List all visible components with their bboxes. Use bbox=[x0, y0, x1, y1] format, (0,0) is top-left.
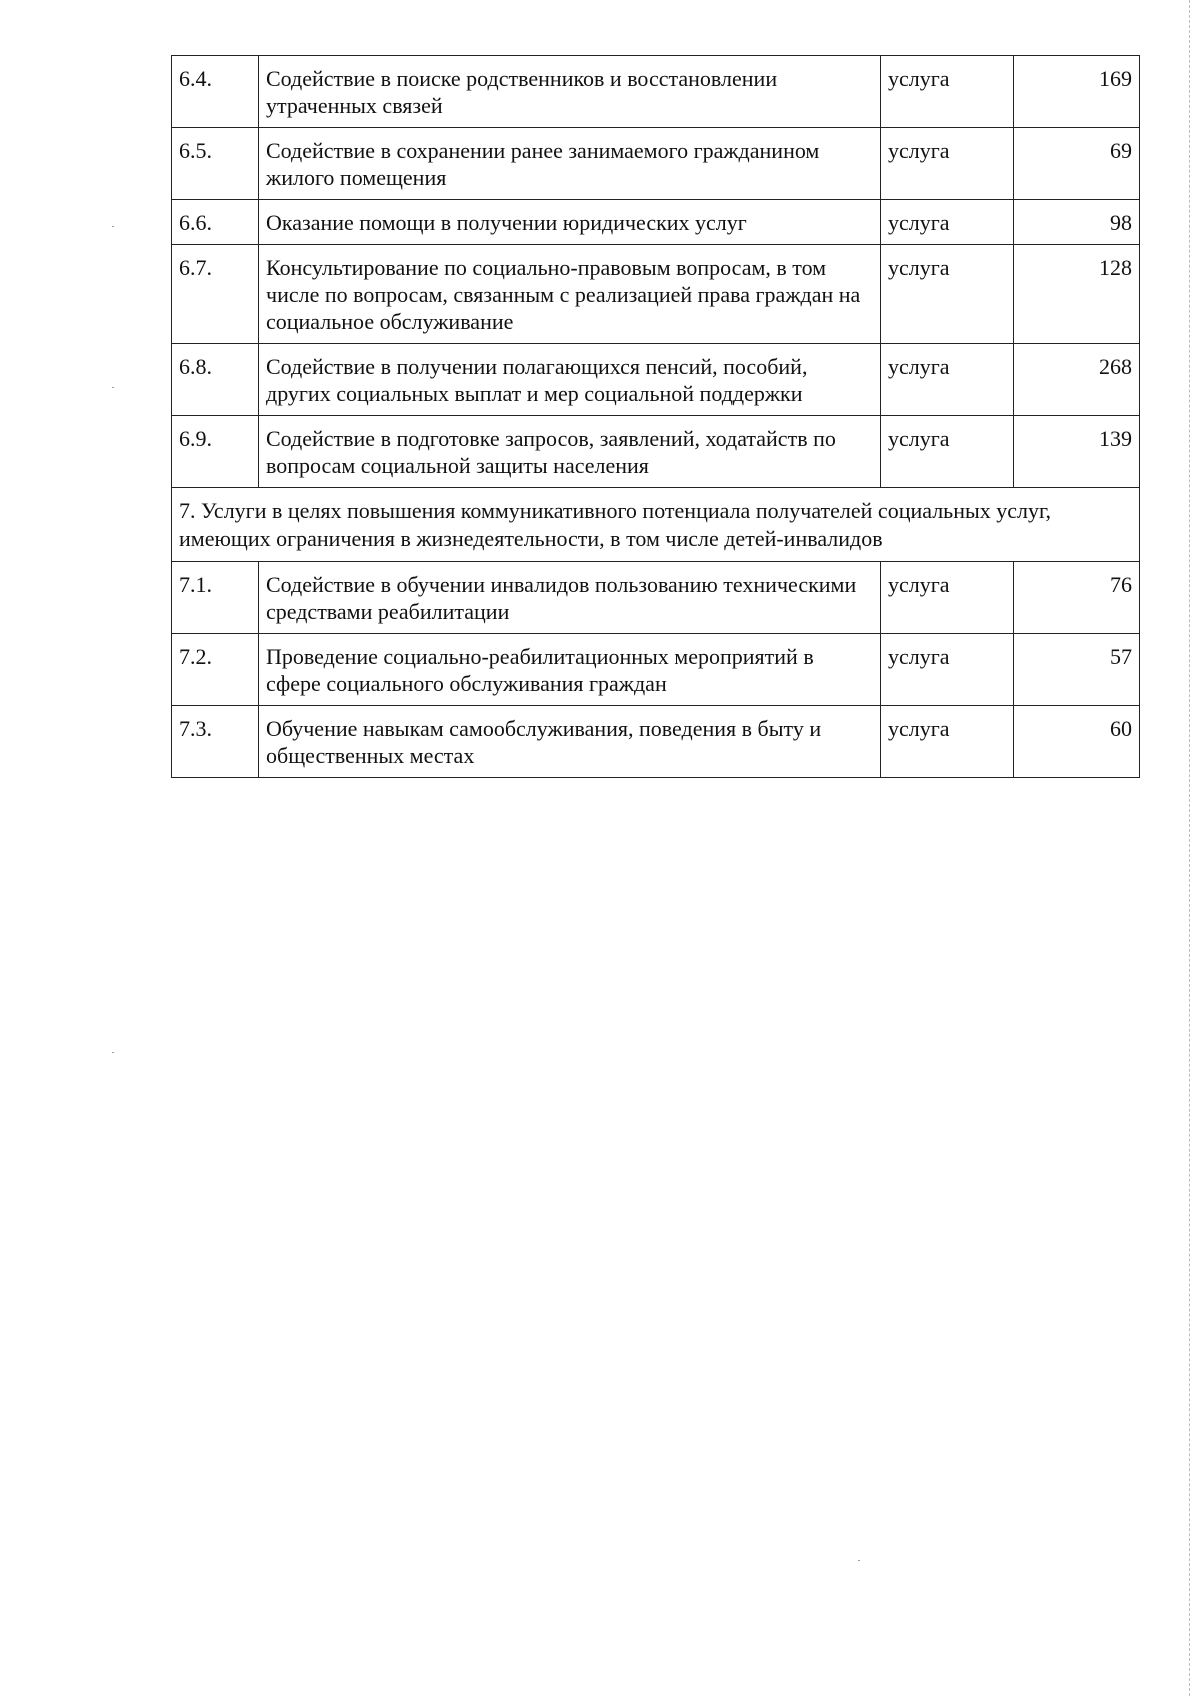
services-table bbox=[171, 55, 1140, 778]
row-number: 6.6. bbox=[172, 200, 259, 245]
service-name: Содействие в подготовке запросов, заявлений, ходатайств по вопросам социальной защиты населения bbox=[259, 416, 881, 488]
row-number: 7.3. bbox=[172, 706, 259, 778]
scan-speck bbox=[112, 387, 114, 388]
unit-of-measure: услуга bbox=[881, 416, 1014, 488]
table-row bbox=[172, 200, 1140, 245]
row-number: 7.1. bbox=[172, 562, 259, 634]
service-count: 268 bbox=[1014, 344, 1140, 416]
unit-of-measure: услуга bbox=[881, 56, 1014, 128]
service-name: Содействие в поиске родственников и восстановлении утраченных связей bbox=[259, 56, 881, 128]
services-table-body bbox=[172, 56, 1140, 778]
service-name: Обучение навыкам самообслуживания, поведения в быту и общественных местах bbox=[259, 706, 881, 778]
row-number: 6.7. bbox=[172, 245, 259, 344]
row-number: 7.2. bbox=[172, 634, 259, 706]
row-number: 6.5. bbox=[172, 128, 259, 200]
unit-of-measure: услуга bbox=[881, 200, 1014, 245]
table-row bbox=[172, 416, 1140, 488]
service-count: 69 bbox=[1014, 128, 1140, 200]
table-row bbox=[172, 706, 1140, 778]
service-count: 169 bbox=[1014, 56, 1140, 128]
service-count: 60 bbox=[1014, 706, 1140, 778]
table-row bbox=[172, 344, 1140, 416]
unit-of-measure: услуга bbox=[881, 562, 1014, 634]
service-name: Содействие в обучении инвалидов пользованию техническими средствами реабилитации bbox=[259, 562, 881, 634]
scan-speck bbox=[858, 1560, 860, 1561]
unit-of-measure: услуга bbox=[881, 344, 1014, 416]
scan-speck bbox=[112, 1052, 114, 1053]
service-count: 57 bbox=[1014, 634, 1140, 706]
unit-of-measure: услуга bbox=[881, 128, 1014, 200]
service-count: 139 bbox=[1014, 416, 1140, 488]
scan-edge-line bbox=[1189, 0, 1190, 1696]
table-row bbox=[172, 634, 1140, 706]
service-name: Содействие в получении полагающихся пенсий, пособий, других социальных выплат и мер социальной поддержки bbox=[259, 344, 881, 416]
service-count: 98 bbox=[1014, 200, 1140, 245]
section-header-row bbox=[172, 488, 1140, 562]
service-count: 76 bbox=[1014, 562, 1140, 634]
service-name: Оказание помощи в получении юридических услуг bbox=[259, 200, 881, 245]
unit-of-measure: услуга bbox=[881, 706, 1014, 778]
service-name: Консультирование по социально-правовым вопросам, в том числе по вопросам, связанным с реализацией права граждан на социальное обслуживание bbox=[259, 245, 881, 344]
scan-speck bbox=[112, 226, 114, 227]
unit-of-measure: услуга bbox=[881, 245, 1014, 344]
table-row bbox=[172, 562, 1140, 634]
unit-of-measure: услуга bbox=[881, 634, 1014, 706]
table-row bbox=[172, 56, 1140, 128]
row-number: 6.4. bbox=[172, 56, 259, 128]
service-name: Содействие в сохранении ранее занимаемого гражданином жилого помещения bbox=[259, 128, 881, 200]
service-name: Проведение социально-реабилитационных мероприятий в сфере социального обслуживания граждан bbox=[259, 634, 881, 706]
table-row bbox=[172, 245, 1140, 344]
section-7-title: 7. Услуги в целях повышения коммуникативного потенциала получателей социальных услуг, имеющих ограничения в жизнедеятельности, в том числе детей-инвалидов bbox=[172, 488, 1140, 562]
row-number: 6.8. bbox=[172, 344, 259, 416]
row-number: 6.9. bbox=[172, 416, 259, 488]
table-row bbox=[172, 128, 1140, 200]
service-count: 128 bbox=[1014, 245, 1140, 344]
